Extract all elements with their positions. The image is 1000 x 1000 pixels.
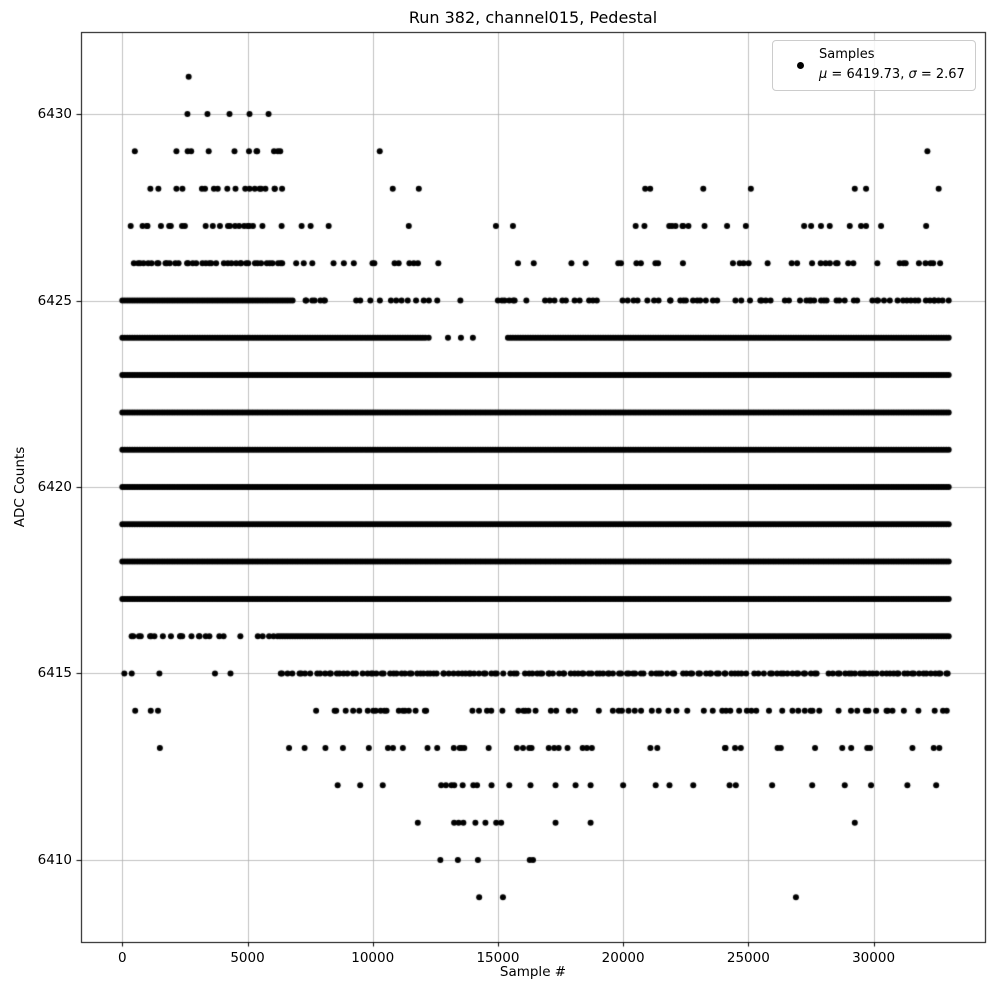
- legend-marker-col: [781, 45, 819, 85]
- sample-marker-icon: [797, 62, 804, 69]
- sigma-value: = 2.67: [916, 67, 965, 82]
- y-tick-label: 6425: [37, 292, 72, 309]
- legend-label-samples: Samples: [819, 47, 875, 62]
- sigma-symbol: σ: [908, 67, 917, 82]
- x-tick-label: 0: [118, 950, 127, 966]
- mu-symbol: μ: [819, 67, 828, 82]
- legend-entry: [781, 45, 967, 85]
- x-tick-label: 5000: [230, 950, 265, 966]
- x-tick-label: 25000: [726, 950, 770, 966]
- legend: [772, 40, 976, 91]
- chart-title: Run 382, channel015, Pedestal: [408, 8, 658, 27]
- y-tick-label: 6415: [37, 665, 72, 682]
- x-tick-label: 30000: [852, 950, 896, 966]
- y-tick-label: 6420: [37, 479, 72, 495]
- x-axis-label: Sample #: [499, 964, 567, 980]
- legend-stats-line: [819, 65, 967, 85]
- legend-text: [819, 45, 967, 85]
- x-tick-label: 15000: [476, 950, 520, 966]
- mu-value: = 6419.73,: [827, 67, 909, 82]
- y-tick-label: 6430: [37, 106, 72, 123]
- x-tick-label: 10000: [351, 950, 395, 966]
- y-axis-label: ADC Counts: [12, 446, 28, 528]
- x-tick-label: 20000: [601, 950, 645, 966]
- y-tick-label: 6410: [37, 851, 72, 868]
